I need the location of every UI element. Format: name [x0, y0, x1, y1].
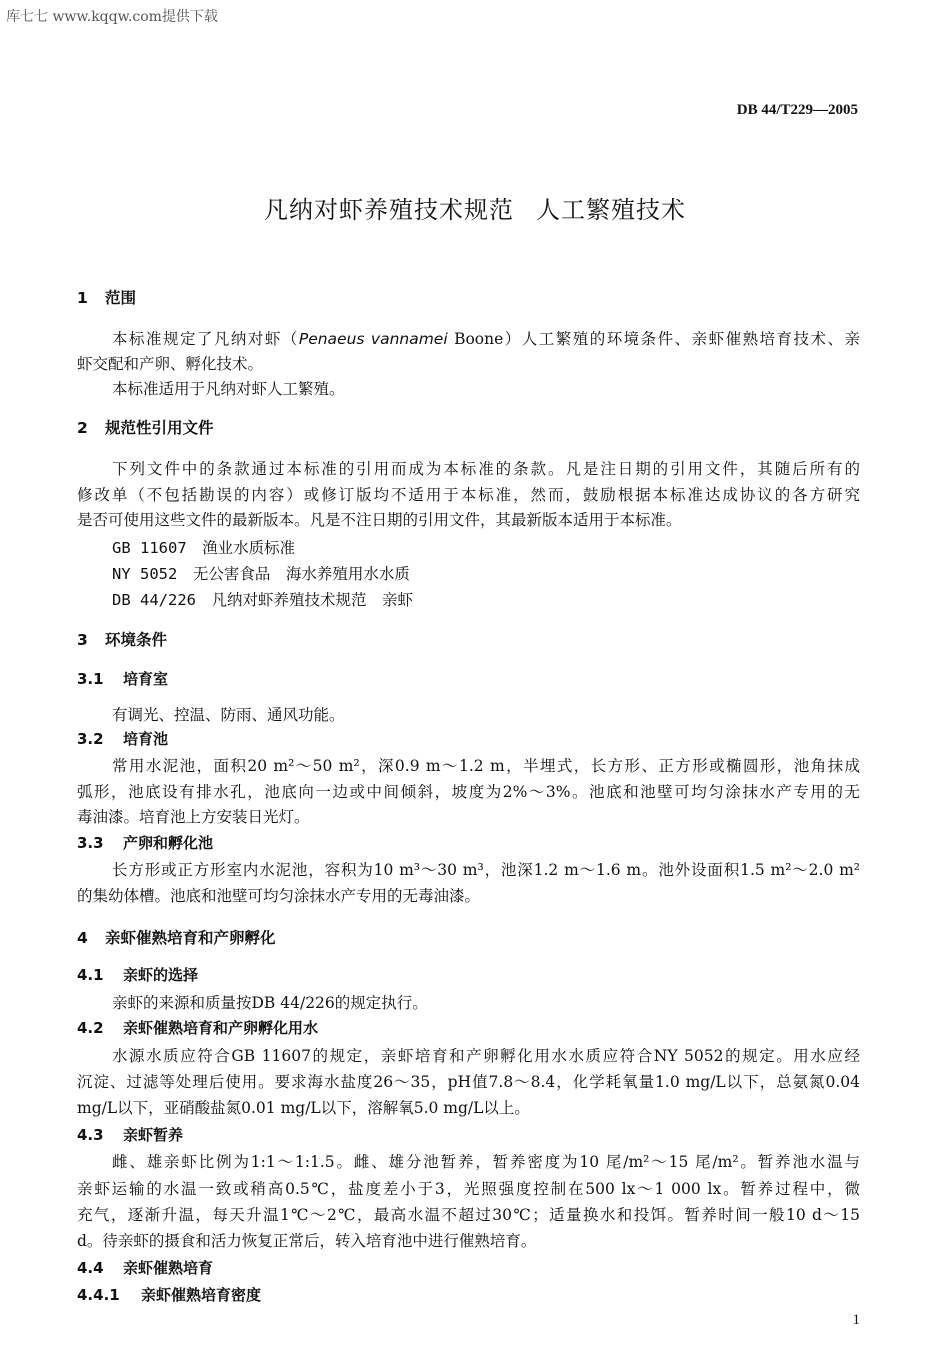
section-4-3-line-2: 亲虾运输的水温一致或稍高0.5℃，盐度差小于3，光照强度控制在500 lx～1 000 lx。暂养过程中，微 — [77, 1180, 860, 1198]
section-3-heading: 3 环境条件 — [77, 631, 168, 649]
section-1-paragraph-1-line-1: 本标准规定了凡纳对虾（Penaeus vannamei Boone）人工繁殖的环境条件、亲虾催熟培育技术、亲 — [112, 330, 860, 348]
section-4-2-heading: 4.2 亲虾催熟培育和产卵孵化用水 — [77, 1019, 319, 1037]
section-4-1-text: 亲虾的来源和质量按DB 44/226的规定执行。 — [112, 994, 428, 1012]
watermark: 库七七 www.kqqw.com提供下载 — [6, 9, 218, 25]
section-4-2-line-2: 沉淀、过滤等处理后使用。要求海水盐度26～35，pH值7.8～8.4，化学耗氧量1.0 mg/L以下，总氨氮0.04 — [77, 1073, 860, 1091]
section-4-3-line-4: d。待亲虾的摄食和活力恢复正常后，转入培育池中进行催熟培育。 — [77, 1232, 537, 1250]
section-2-line-1: 下列文件中的条款通过本标准的引用而成为本标准的条款。凡是注日期的引用文件，其随后所有的 — [112, 460, 860, 478]
page-number: 1 — [852, 1312, 860, 1328]
title-part-1: 凡纳对虾养殖技术规范 — [264, 196, 514, 224]
reference-item: DB 44/226 凡纳对虾养殖技术规范 亲虾 — [112, 591, 414, 609]
section-2-heading: 2 规范性引用文件 — [77, 419, 214, 437]
section-4-2-line-3: mg/L以下，亚硝酸盐氮0.01 mg/L以下，溶解氧5.0 mg/L以上。 — [77, 1099, 530, 1117]
section-1-heading: 1 范围 — [77, 289, 137, 307]
section-1-paragraph-2: 本标准适用于凡纳对虾人工繁殖。 — [112, 380, 345, 398]
section-4-1-heading: 4.1 亲虾的选择 — [77, 966, 199, 984]
section-4-4-1-heading: 4.4.1 亲虾催熟培育密度 — [77, 1286, 262, 1304]
section-3-2-line-2: 弧形，池底设有排水孔，池底向一边或中间倾斜，坡度为2%～3%。池底和池壁可均匀涂抹水产专用的无 — [77, 783, 860, 801]
title-part-2: 人工繁殖技术 — [536, 196, 686, 224]
section-4-4-heading: 4.4 亲虾催熟培育 — [77, 1259, 214, 1277]
section-4-heading: 4 亲虾催熟培育和产卵孵化 — [77, 929, 276, 947]
section-3-2-line-1: 常用水泥池，面积20 m²～50 m²，深0.9 m～1.2 m，半埋式，长方形、正方形或椭圆形，池角抹成 — [112, 757, 860, 775]
section-2-line-3: 是否可使用这些文件的最新版本。凡是不注日期的引用文件，其最新版本适用于本标准。 — [77, 511, 682, 529]
section-3-3-heading: 3.3 产卵和孵化池 — [77, 834, 214, 852]
section-3-3-line-1: 长方形或正方形室内水泥池，容积为10 m³～30 m³，池深1.2 m～1.6 m。池外设面积1.5 m²～2.0 m² — [112, 861, 860, 879]
section-4-2-line-1: 水源水质应符合GB 11607的规定，亲虾培育和产卵孵化用水水质应符合NY 5052的规定。用水应经 — [112, 1047, 860, 1065]
section-3-3-line-2: 的集幼体槽。池底和池壁可均匀涂抹水产专用的无毒油漆。 — [77, 887, 481, 905]
section-4-3-heading: 4.3 亲虾暂养 — [77, 1126, 184, 1144]
reference-item: GB 11607 渔业水质标准 — [112, 539, 296, 557]
section-3-1-text: 有调光、控温、防雨、通风功能。 — [112, 706, 345, 724]
document-code: DB 44/T229—2005 — [736, 102, 858, 118]
page-title — [0, 190, 950, 225]
section-4-3-line-1: 雌、雄亲虾比例为1:1～1:1.5。雌、雄分池暂养，暂养密度为10 尾/m²～15 尾/m²。暂养池水温与 — [112, 1153, 860, 1171]
section-3-1-heading: 3.1 培育室 — [77, 670, 169, 688]
section-3-2-heading: 3.2 培育池 — [77, 730, 169, 748]
reference-item: NY 5052 无公害食品 海水养殖用水水质 — [112, 565, 410, 583]
section-1-paragraph-1-line-2: 虾交配和产卵、孵化技术。 — [77, 355, 264, 373]
section-4-3-line-3: 充气，逐渐升温，每天升温1℃～2℃，最高水温不超过30℃；适量换水和投饵。暂养时间一般10 d～15 — [77, 1206, 860, 1224]
section-3-2-line-3: 毒油漆。培育池上方安装日光灯。 — [77, 808, 310, 826]
section-2-line-2: 修改单（不包括勘误的内容）或修订版均不适用于本标准，然而，鼓励根据本标准达成协议的各方研究 — [77, 486, 860, 504]
